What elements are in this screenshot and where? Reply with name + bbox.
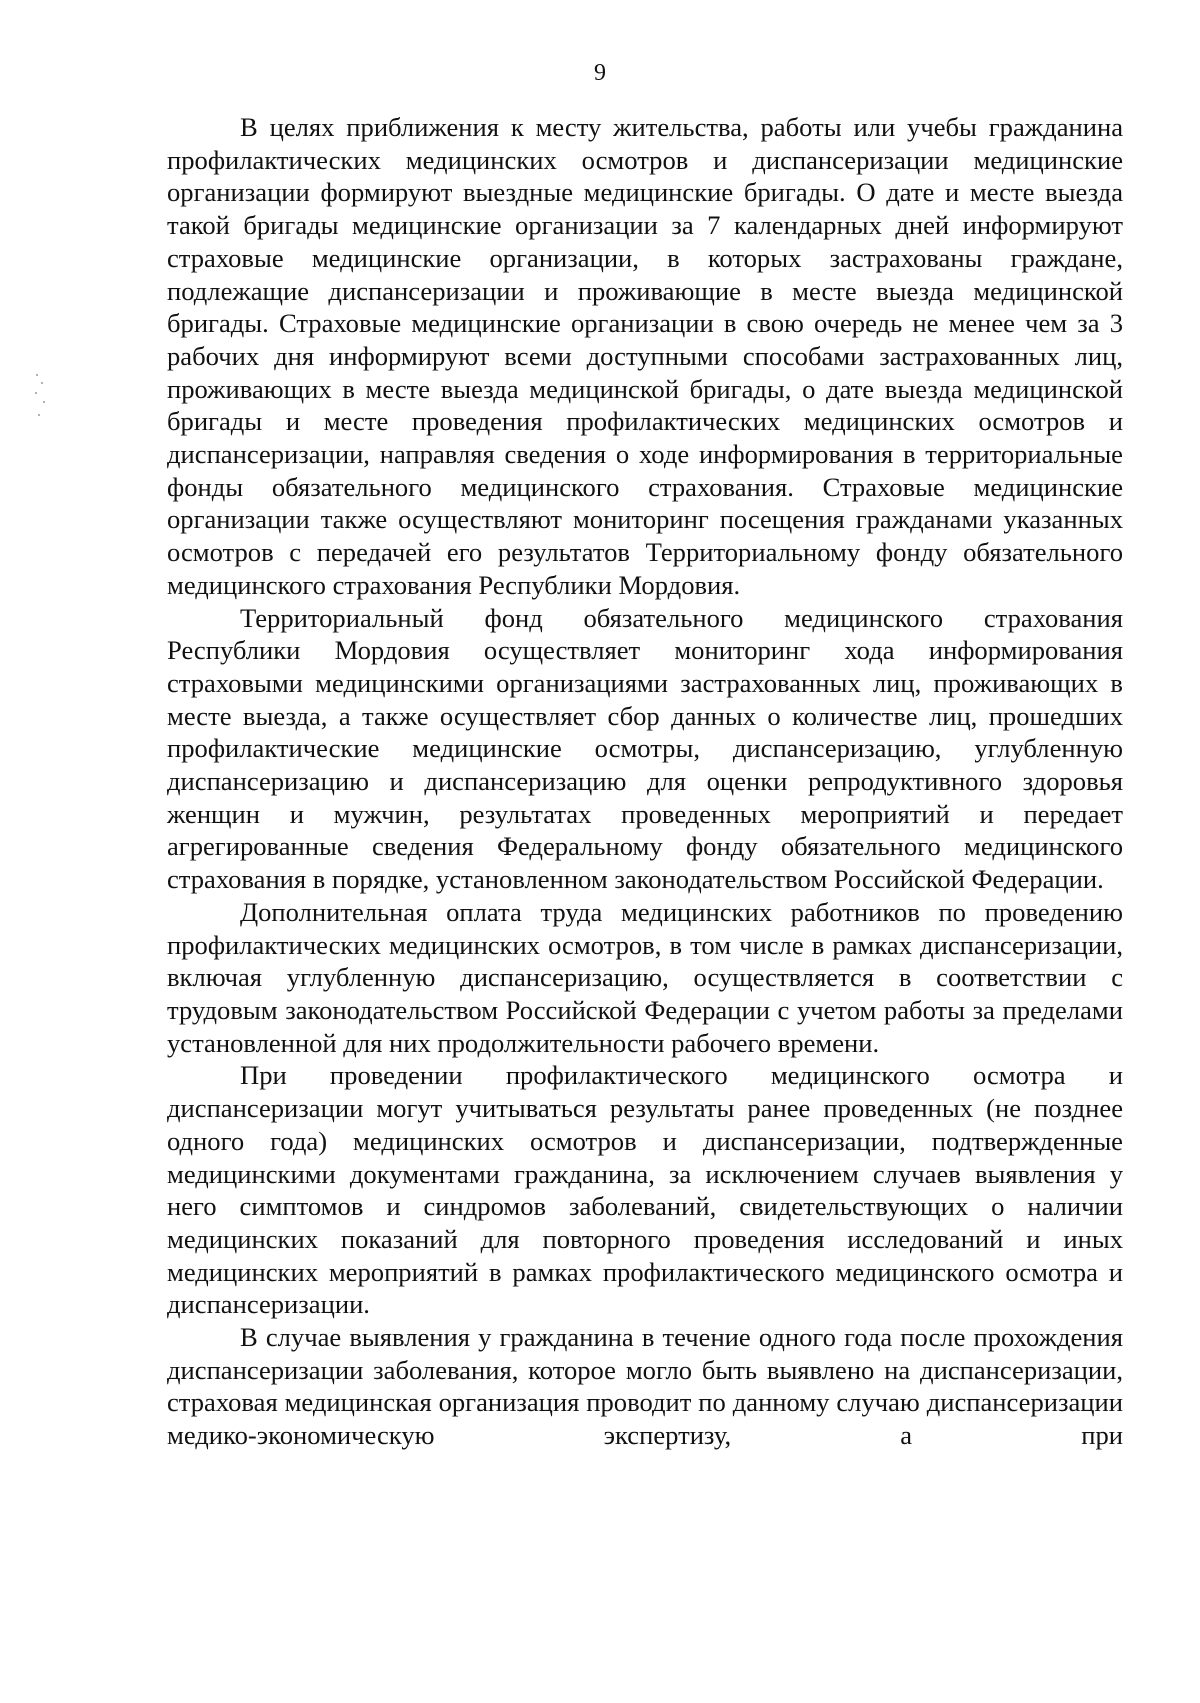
paragraph-fund-monitoring: Территориальный фонд обязательного медицинского страхования Республики Мордовия осуществляет мониторинг хода информирования страховыми медицинскими организациями застрахованных лиц, проживающих в месте выезда, а также осуществляет сбор данных о количестве лиц, прошедших профилактические медицинские осмотры, диспансеризацию, углубленную диспансеризацию и диспансеризацию для оценки репродуктивного здоровья женщин и мужчин, результатах проведенных мероприятий и передает агрегированные сведения Федеральному фонду обязательного медицинского страхования в порядке, установленном законодательством Российской Федерации. xyxy=(167,602,1123,895)
body-text xyxy=(167,111,1123,1452)
paragraph-expertise: В случае выявления у гражданина в течение одного года после прохождения диспансеризации заболевания, которое могло быть выявлено на диспансеризации, страховая медицинская организация проводит по данному случаю диспансеризации медико-экономическую экспертизу, а при xyxy=(167,1322,1123,1451)
paragraph-additional-pay: Дополнительная оплата труда медицинских работников по проведению профилактических медицинских осмотров, в том числе в рамках диспансеризации, включая углубленную диспансеризацию, осуществляется в соответствии с трудовым законодательством Российской Федерации с учетом работы за пределами установленной для них продолжительности рабочего времени. xyxy=(167,896,1123,1058)
paragraph-previous-results: При проведении профилактического медицинского осмотра и диспансеризации могут учитываться результаты ранее проведенных (не позднее одного года) медицинских осмотров и диспансеризации, подтвержденные медицинскими документами гражданина, за исключением случаев выявления у него симптомов и синдромов заболеваний, свидетельствующих о наличии медицинских показаний для повторного проведения исследований и иных медицинских мероприятий в рамках профилактического медицинского осмотра и диспансеризации. xyxy=(167,1060,1123,1320)
page-number: 9 xyxy=(594,60,606,86)
paragraph-mobile-brigades: В целях приближения к месту жительства, работы или учебы гражданина профилактических медицинских осмотров и диспансеризации медицинские организации формируют выездные медицинские бригады. О дате и месте выезда такой бригады медицинские организации за 7 календарных дней информируют страховые медицинские организации, в которых застрахованы граждане, подлежащие диспансеризации и проживающие в месте выезда медицинской бригады. Страховые медицинские организации в свою очередь не менее чем за 3 рабочих дня информируют всеми доступными способами застрахованных лиц, проживающих в месте выезда медицинской бригады, о дате выезда медицинской бригады и месте проведения профилактических медицинских осмотров и диспансеризации, направляя сведения о ходе информирования в территориальные фонды обязательного медицинского страхования. Страховые медицинские организации также осуществляют мониторинг посещения гражданами указанных осмотров с передачей его результатов Территориальному фонду обязательного медицинского страхования Республики Мордовия. xyxy=(167,112,1123,600)
scan-artifact xyxy=(34,370,46,430)
